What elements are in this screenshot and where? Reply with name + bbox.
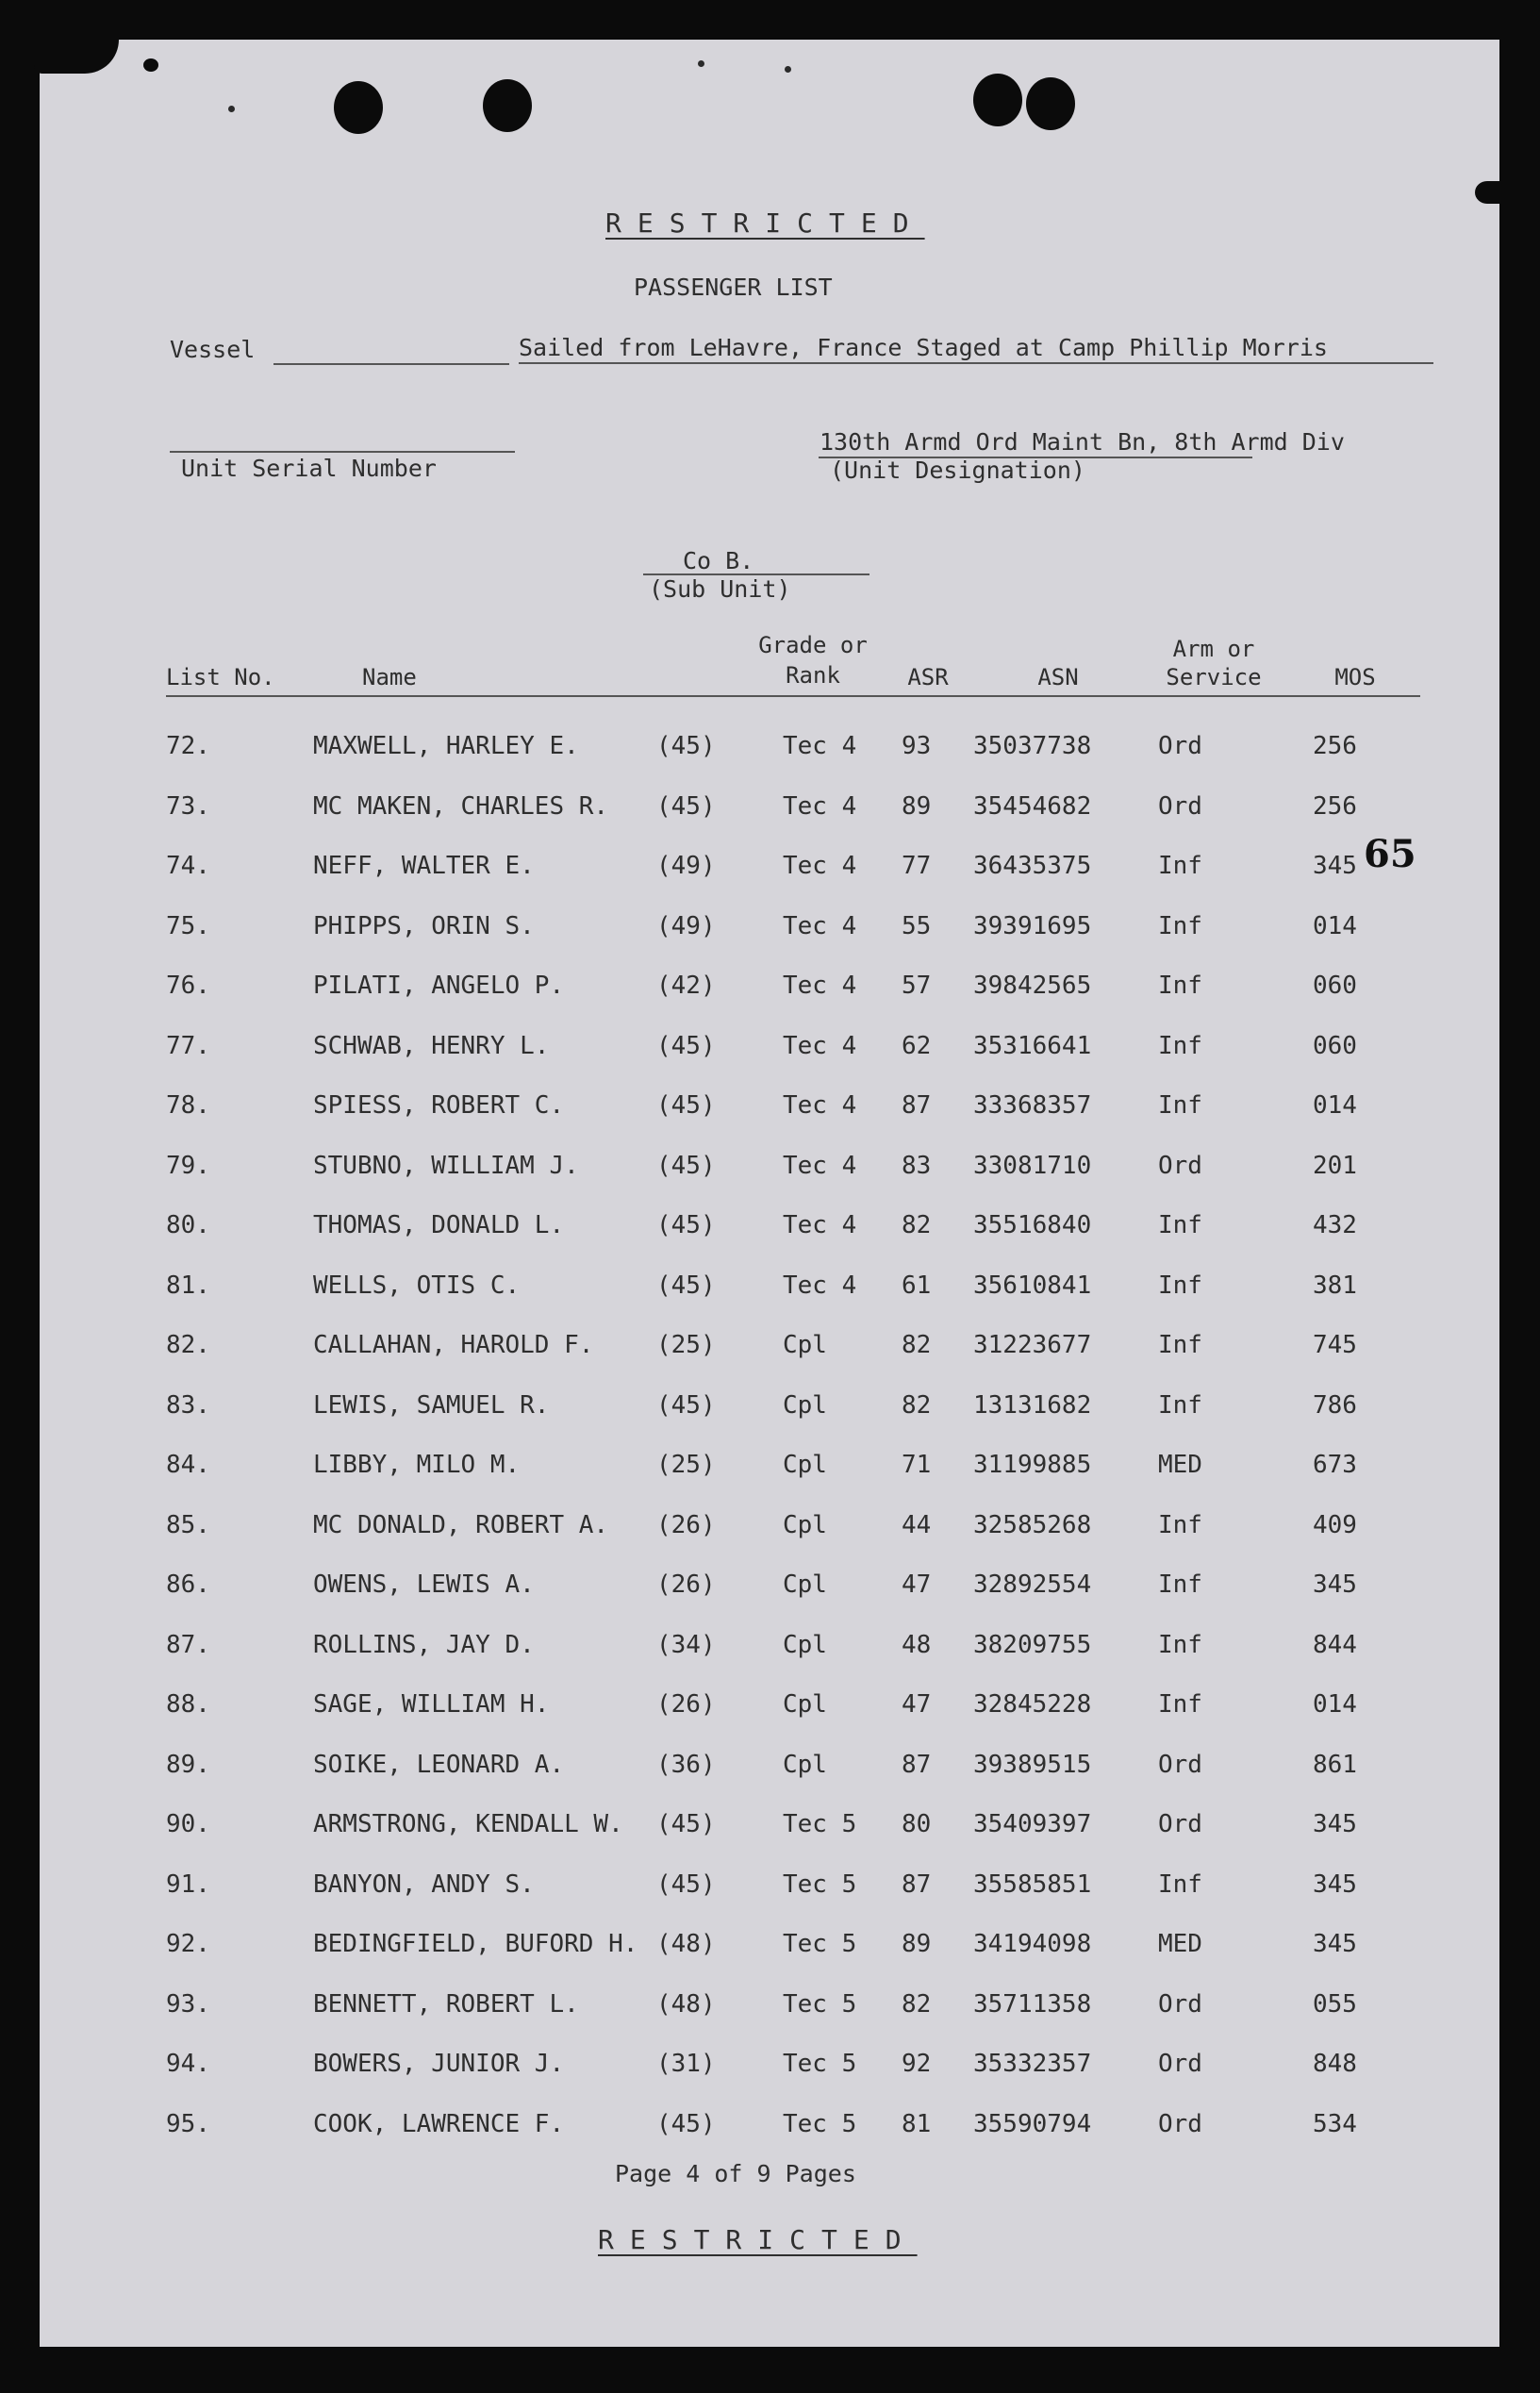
rank-cell: Tec 4 — [783, 1091, 857, 1120]
code-cell: (45) — [656, 1271, 716, 1300]
passenger-name-cell: BANYON, ANDY S. — [313, 1870, 535, 1899]
sub-unit-label: (Sub Unit) — [649, 575, 791, 603]
column-header-arm-bottom: Service — [1166, 664, 1262, 690]
rank-cell: Cpl — [783, 1570, 827, 1599]
rank-cell: Tec 4 — [783, 1151, 857, 1180]
code-cell: (36) — [656, 1750, 716, 1779]
rank-cell: Tec 4 — [783, 852, 857, 880]
mos-cell: 345 — [1313, 1870, 1357, 1899]
edge-speck — [143, 58, 158, 72]
arm-service-cell: Inf — [1158, 972, 1202, 1000]
column-header-name: Name — [362, 664, 417, 690]
asn-cell: 38209755 — [973, 1630, 1092, 1659]
unit-serial-label: Unit Serial Number — [181, 455, 437, 482]
arm-service-cell: Ord — [1158, 732, 1202, 760]
code-cell: (45) — [656, 1810, 716, 1838]
asn-cell: 35590794 — [973, 2109, 1092, 2138]
passenger-name-cell: STUBNO, WILLIAM J. — [313, 1151, 579, 1180]
asr-cell: 89 — [902, 791, 932, 821]
asn-cell: 31223677 — [973, 1331, 1092, 1359]
mos-cell: 060 — [1313, 1031, 1357, 1060]
code-cell: (26) — [656, 1570, 716, 1599]
asr-cell: 93 — [902, 732, 932, 760]
rank-cell: Tec 4 — [783, 1031, 857, 1060]
passenger-name-cell: MC DONALD, ROBERT A. — [313, 1510, 609, 1539]
passenger-name-cell: CALLAHAN, HAROLD F. — [313, 1331, 594, 1359]
rank-cell: Cpl — [783, 1451, 827, 1479]
mos-cell: 844 — [1313, 1630, 1357, 1659]
mos-cell: 256 — [1313, 732, 1357, 760]
code-cell: (49) — [656, 852, 716, 880]
passenger-name-cell: MC MAKEN, CHARLES R. — [313, 791, 609, 821]
table-row — [40, 1331, 1499, 1369]
asn-cell: 35037738 — [973, 732, 1092, 760]
vessel-blank-line — [273, 363, 509, 365]
arm-service-cell: Inf — [1158, 1570, 1202, 1599]
asn-cell: 39391695 — [973, 911, 1092, 940]
code-cell: (25) — [656, 1451, 716, 1479]
table-row — [40, 1451, 1499, 1488]
passenger-name-cell: SAGE, WILLIAM H. — [313, 1690, 550, 1719]
mos-cell: 432 — [1313, 1211, 1357, 1239]
asn-cell: 35516840 — [973, 1211, 1092, 1239]
list-number-cell: 91. — [166, 1870, 210, 1899]
asn-cell: 39842565 — [973, 972, 1092, 1000]
speck — [698, 60, 704, 67]
arm-service-cell: Ord — [1158, 1810, 1202, 1838]
code-cell: (45) — [656, 791, 716, 821]
list-number-cell: 95. — [166, 2109, 210, 2138]
punch-hole — [483, 79, 532, 132]
rank-cell: Tec 4 — [783, 732, 857, 760]
mos-cell: 534 — [1313, 2109, 1357, 2138]
list-number-cell: 78. — [166, 1091, 210, 1120]
asr-cell: 89 — [902, 1930, 932, 1958]
code-cell: (45) — [656, 1870, 716, 1899]
asr-cell: 55 — [902, 911, 932, 940]
restricted-footer: RESTRICTED — [598, 2224, 918, 2255]
asr-cell: 87 — [902, 1870, 932, 1899]
code-cell: (45) — [656, 1390, 716, 1420]
code-cell: (48) — [656, 1930, 716, 1958]
asn-cell: 36435375 — [973, 852, 1092, 880]
list-number-cell: 94. — [166, 2050, 210, 2078]
column-header-grade-bottom: Rank — [786, 662, 840, 689]
sub-unit-value: Co B. — [683, 547, 754, 574]
mos-cell: 848 — [1313, 2050, 1357, 2078]
arm-service-cell: Inf — [1158, 1031, 1202, 1060]
arm-service-cell: Inf — [1158, 1211, 1202, 1239]
unit-designation-value: 130th Armd Ord Maint Bn, 8th Armd Div — [820, 428, 1345, 456]
asr-cell: 92 — [902, 2050, 932, 2078]
column-header-arm-top: Arm or — [1172, 636, 1255, 662]
table-row — [40, 1930, 1499, 1968]
asn-cell: 35585851 — [973, 1870, 1092, 1899]
unit-serial-blank-line — [170, 451, 515, 453]
rank-cell: Cpl — [783, 1510, 827, 1539]
table-row — [40, 852, 1499, 889]
rank-cell: Tec 4 — [783, 791, 857, 821]
mos-cell: 345 — [1313, 852, 1357, 880]
column-header-asr: ASR — [907, 664, 949, 690]
asn-cell: 35332357 — [973, 2050, 1092, 2078]
rank-cell: Cpl — [783, 1630, 827, 1659]
arm-service-cell: Ord — [1158, 2050, 1202, 2078]
mos-cell: 014 — [1313, 1091, 1357, 1120]
code-cell: (49) — [656, 911, 716, 940]
list-number-cell: 92. — [166, 1930, 210, 1958]
table-row — [40, 1631, 1499, 1669]
mos-cell: 014 — [1313, 911, 1357, 940]
table-row — [40, 1091, 1499, 1129]
punch-hole — [973, 74, 1022, 126]
arm-service-cell: Inf — [1158, 1331, 1202, 1359]
page-indicator: Page 4 of 9 Pages — [615, 2160, 856, 2187]
column-header-asn: ASN — [1037, 664, 1079, 690]
passenger-name-cell: LIBBY, MILO M. — [313, 1451, 521, 1479]
asn-cell: 13131682 — [973, 1390, 1092, 1420]
code-cell: (45) — [656, 1031, 716, 1060]
rank-cell: Cpl — [783, 1750, 827, 1779]
code-cell: (34) — [656, 1630, 716, 1659]
arm-service-cell: Inf — [1158, 1630, 1202, 1659]
asn-cell: 32892554 — [973, 1570, 1092, 1599]
list-number-cell: 80. — [166, 1211, 210, 1239]
passenger-name-cell: SOIKE, LEONARD A. — [313, 1750, 565, 1779]
rank-cell: Tec 4 — [783, 972, 857, 1000]
code-cell: (42) — [656, 972, 716, 1000]
mos-cell: 861 — [1313, 1750, 1357, 1779]
list-number-cell: 82. — [166, 1331, 210, 1359]
asn-cell: 35316641 — [973, 1031, 1092, 1060]
asr-cell: 47 — [902, 1570, 932, 1599]
code-cell: (45) — [656, 1151, 716, 1180]
passenger-name-cell: PHIPPS, ORIN S. — [313, 911, 535, 940]
column-header-grade-top: Grade or — [758, 632, 868, 658]
mos-cell: 055 — [1313, 1989, 1357, 2019]
asr-cell: 48 — [902, 1630, 932, 1659]
code-cell: (26) — [656, 1510, 716, 1539]
rank-cell: Cpl — [783, 1331, 827, 1359]
mos-cell: 786 — [1313, 1390, 1357, 1420]
passenger-name-cell: MAXWELL, HARLEY E. — [313, 732, 579, 760]
asn-cell: 31199885 — [973, 1451, 1092, 1479]
rank-cell: Cpl — [783, 1390, 827, 1420]
arm-service-cell: Inf — [1158, 1390, 1202, 1420]
asr-cell: 82 — [902, 1989, 932, 2019]
page-stamp-number: 65 — [1364, 832, 1416, 876]
asr-cell: 62 — [902, 1031, 932, 1060]
table-row — [40, 1570, 1499, 1608]
document-title: PASSENGER LIST — [634, 274, 833, 301]
passenger-name-cell: BENNETT, ROBERT L. — [313, 1989, 579, 2019]
passenger-name-cell: SPIESS, ROBERT C. — [313, 1091, 565, 1120]
table-row — [40, 1810, 1499, 1848]
arm-service-cell: Inf — [1158, 1091, 1202, 1120]
rank-cell: Cpl — [783, 1690, 827, 1719]
asr-cell: 87 — [902, 1750, 932, 1779]
arm-service-cell: Inf — [1158, 1690, 1202, 1719]
punch-hole — [334, 81, 383, 134]
speck — [228, 106, 235, 112]
list-number-cell: 72. — [166, 732, 210, 760]
asr-cell: 82 — [902, 1211, 932, 1239]
arm-service-cell: MED — [1158, 1451, 1202, 1479]
column-header-mos: MOS — [1334, 664, 1376, 690]
asn-cell: 39389515 — [973, 1750, 1092, 1779]
edge-speck — [1475, 181, 1499, 204]
arm-service-cell: Ord — [1158, 1989, 1202, 2019]
list-number-cell: 76. — [166, 972, 210, 1000]
mos-cell: 409 — [1313, 1510, 1357, 1539]
code-cell: (45) — [656, 1211, 716, 1239]
arm-service-cell: Inf — [1158, 1510, 1202, 1539]
code-cell: (45) — [656, 1091, 716, 1120]
asr-cell: 81 — [902, 2109, 932, 2138]
rank-cell: Tec 4 — [783, 911, 857, 940]
code-cell: (25) — [656, 1331, 716, 1359]
restricted-header: RESTRICTED — [605, 208, 925, 239]
passenger-name-cell: OWENS, LEWIS A. — [313, 1570, 535, 1599]
passenger-name-cell: NEFF, WALTER E. — [313, 852, 535, 880]
table-row — [40, 1751, 1499, 1788]
table-row — [40, 1152, 1499, 1189]
passenger-name-cell: THOMAS, DONALD L. — [313, 1211, 565, 1239]
asr-cell: 57 — [902, 972, 932, 1000]
table-row — [40, 2050, 1499, 2087]
passenger-name-cell: LEWIS, SAMUEL R. — [313, 1390, 550, 1420]
asn-cell: 34194098 — [973, 1930, 1092, 1958]
rank-cell: Tec 5 — [783, 1870, 857, 1899]
list-number-cell: 85. — [166, 1510, 210, 1539]
table-row — [40, 732, 1499, 770]
asn-cell: 32845228 — [973, 1690, 1092, 1719]
passenger-name-cell: ROLLINS, JAY D. — [313, 1630, 535, 1659]
arm-service-cell: Inf — [1158, 1870, 1202, 1899]
code-cell: (45) — [656, 2109, 716, 2138]
list-number-cell: 88. — [166, 1690, 210, 1719]
sailed-underline — [519, 362, 1433, 364]
arm-service-cell: Ord — [1158, 1750, 1202, 1779]
asn-cell: 32585268 — [973, 1510, 1092, 1539]
rank-cell: Tec 5 — [783, 1810, 857, 1838]
asr-cell: 82 — [902, 1390, 932, 1420]
passenger-name-cell: WELLS, OTIS C. — [313, 1271, 521, 1300]
mos-cell: 673 — [1313, 1451, 1357, 1479]
mos-cell: 201 — [1313, 1151, 1357, 1180]
rank-cell: Tec 5 — [783, 1930, 857, 1958]
list-number-cell: 81. — [166, 1271, 210, 1300]
asn-cell: 33081710 — [973, 1151, 1092, 1180]
list-number-cell: 73. — [166, 791, 210, 821]
arm-service-cell: Ord — [1158, 1151, 1202, 1180]
list-number-cell: 89. — [166, 1750, 210, 1779]
vessel-label: Vessel — [170, 336, 256, 363]
table-row — [40, 1032, 1499, 1070]
arm-service-cell: Ord — [1158, 2109, 1202, 2138]
mos-cell: 060 — [1313, 972, 1357, 1000]
table-row — [40, 1690, 1499, 1728]
table-row — [40, 1211, 1499, 1249]
table-row — [40, 2110, 1499, 2148]
asr-cell: 82 — [902, 1331, 932, 1359]
asr-cell: 80 — [902, 1810, 932, 1838]
code-cell: (45) — [656, 732, 716, 760]
asn-cell: 35610841 — [973, 1271, 1092, 1300]
passenger-name-cell: BOWERS, JUNIOR J. — [313, 2050, 565, 2078]
rank-cell: Tec 5 — [783, 2109, 857, 2138]
table-row — [40, 912, 1499, 950]
sailed-line: Sailed from LeHavre, France Staged at Camp Phillip Morris — [519, 334, 1328, 361]
mos-cell: 345 — [1313, 1570, 1357, 1599]
mos-cell: 381 — [1313, 1271, 1357, 1300]
list-number-cell: 86. — [166, 1570, 210, 1599]
rank-cell: Tec 5 — [783, 2050, 857, 2078]
asr-cell: 44 — [902, 1510, 932, 1539]
mos-cell: 745 — [1313, 1331, 1357, 1359]
list-number-cell: 77. — [166, 1031, 210, 1060]
document-page — [40, 40, 1499, 2347]
speck — [785, 66, 791, 73]
passenger-name-cell: SCHWAB, HENRY L. — [313, 1031, 550, 1060]
arm-service-cell: Ord — [1158, 791, 1202, 821]
list-number-cell: 93. — [166, 1989, 210, 2019]
list-number-cell: 79. — [166, 1151, 210, 1180]
code-cell: (31) — [656, 2050, 716, 2078]
asn-cell: 35409397 — [973, 1810, 1092, 1838]
mos-cell: 345 — [1313, 1930, 1357, 1958]
table-row — [40, 972, 1499, 1009]
arm-service-cell: Inf — [1158, 852, 1202, 880]
asr-cell: 61 — [902, 1271, 932, 1300]
rank-cell: Tec 4 — [783, 1211, 857, 1239]
asn-cell: 35454682 — [973, 791, 1092, 821]
arm-service-cell: Inf — [1158, 1271, 1202, 1300]
passenger-name-cell: COOK, LAWRENCE F. — [313, 2109, 565, 2138]
asr-cell: 83 — [902, 1151, 932, 1180]
rank-cell: Tec 5 — [783, 1989, 857, 2019]
passenger-name-cell: BEDINGFIELD, BUFORD H. — [313, 1930, 638, 1958]
punch-hole — [1026, 77, 1075, 130]
table-row — [40, 1511, 1499, 1549]
asr-cell: 71 — [902, 1451, 932, 1479]
mos-cell: 345 — [1313, 1810, 1357, 1838]
mos-cell: 014 — [1313, 1690, 1357, 1719]
arm-service-cell: Inf — [1158, 911, 1202, 940]
asn-cell: 35711358 — [973, 1989, 1092, 2019]
column-header-list-no: List No. — [166, 664, 275, 690]
asr-cell: 87 — [902, 1091, 932, 1120]
table-row — [40, 1870, 1499, 1908]
code-cell: (26) — [656, 1690, 716, 1719]
table-row — [40, 792, 1499, 830]
arm-service-cell: MED — [1158, 1930, 1202, 1958]
code-cell: (48) — [656, 1989, 716, 2019]
table-row — [40, 1271, 1499, 1309]
rank-cell: Tec 4 — [783, 1271, 857, 1300]
passenger-name-cell: PILATI, ANGELO P. — [313, 972, 565, 1000]
list-number-cell: 87. — [166, 1630, 210, 1659]
table-row — [40, 1990, 1499, 2028]
list-number-cell: 84. — [166, 1451, 210, 1479]
list-number-cell: 74. — [166, 852, 210, 880]
asn-cell: 33368357 — [973, 1091, 1092, 1120]
passenger-name-cell: ARMSTRONG, KENDALL W. — [313, 1810, 623, 1838]
list-number-cell: 90. — [166, 1810, 210, 1838]
list-number-cell: 83. — [166, 1390, 210, 1420]
unit-designation-label: (Unit Designation) — [830, 457, 1085, 484]
mos-cell: 256 — [1313, 791, 1357, 821]
edge-tear — [34, 40, 119, 74]
asr-cell: 77 — [902, 852, 932, 880]
table-row — [40, 1391, 1499, 1429]
asr-cell: 47 — [902, 1690, 932, 1719]
list-number-cell: 75. — [166, 911, 210, 940]
header-underline — [166, 695, 1420, 697]
